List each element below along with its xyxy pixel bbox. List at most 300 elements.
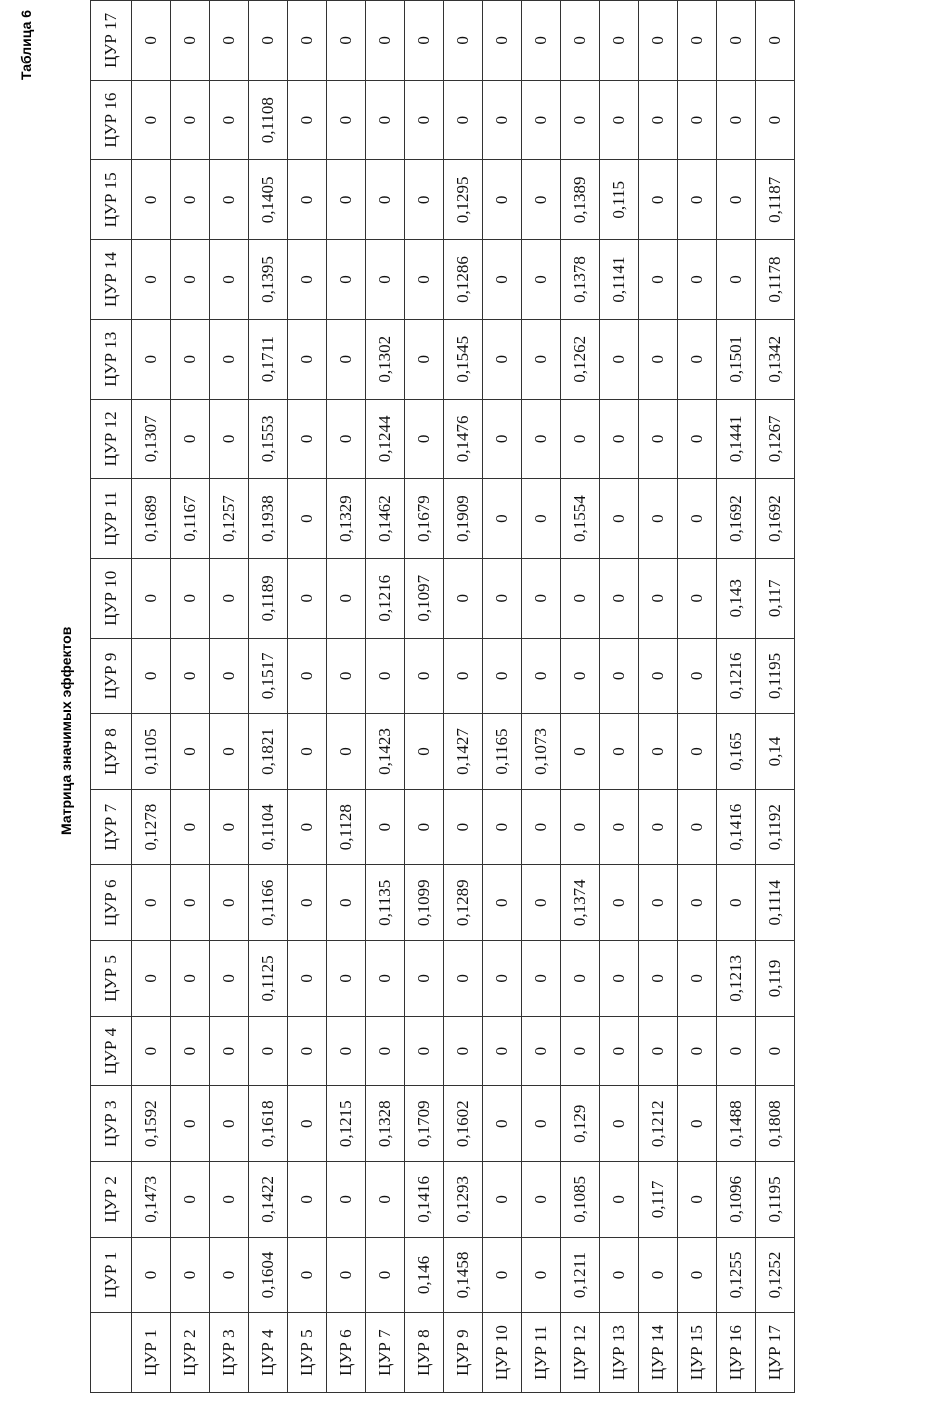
column-header: ЦУР 3 xyxy=(91,1086,132,1162)
matrix-cell: 0 xyxy=(678,240,717,320)
matrix-cell: 0 xyxy=(249,1016,288,1086)
matrix-cell: 0,1195 xyxy=(756,638,795,714)
matrix-cell: 0 xyxy=(366,789,405,865)
matrix-cell: 0,1329 xyxy=(327,479,366,559)
matrix-cell: 0 xyxy=(483,638,522,714)
table-row xyxy=(522,1,561,1393)
column-header: ЦУР 2 xyxy=(91,1162,132,1238)
matrix-cell: 0 xyxy=(522,160,561,240)
row-label: ЦУР 15 xyxy=(678,1313,717,1393)
matrix-cell: 0 xyxy=(366,941,405,1017)
matrix-cell: 0 xyxy=(717,160,756,240)
matrix-cell: 0 xyxy=(561,789,600,865)
matrix-cell: 0 xyxy=(288,240,327,320)
matrix-cell: 0 xyxy=(522,1162,561,1238)
matrix-cell: 0 xyxy=(171,941,210,1017)
table-row xyxy=(171,1,210,1393)
matrix-cell: 0 xyxy=(288,714,327,790)
table-row xyxy=(405,1,444,1393)
matrix-cell: 0 xyxy=(678,558,717,638)
matrix-cell: 0,1104 xyxy=(249,789,288,865)
column-header: ЦУР 15 xyxy=(91,160,132,240)
column-header: ЦУР 7 xyxy=(91,789,132,865)
matrix-cell: 0 xyxy=(210,558,249,638)
matrix-cell: 0 xyxy=(678,1086,717,1162)
matrix-cell: 0 xyxy=(639,789,678,865)
matrix-cell: 0,1604 xyxy=(249,1237,288,1313)
matrix-cell: 0 xyxy=(171,1162,210,1238)
matrix-cell: 0,143 xyxy=(717,558,756,638)
matrix-cell: 0 xyxy=(561,714,600,790)
matrix-cell: 0 xyxy=(405,80,444,160)
matrix-cell: 0 xyxy=(366,240,405,320)
matrix-cell: 0 xyxy=(327,319,366,399)
matrix-cell: 0,1405 xyxy=(249,160,288,240)
matrix-cell: 0,1307 xyxy=(132,399,171,479)
matrix-cell: 0 xyxy=(444,558,483,638)
matrix-cell: 0 xyxy=(678,319,717,399)
matrix-cell: 0 xyxy=(210,1,249,81)
row-label: ЦУР 9 xyxy=(444,1313,483,1393)
matrix-cell: 0 xyxy=(483,1,522,81)
matrix-cell: 0,1689 xyxy=(132,479,171,559)
matrix-cell: 0,117 xyxy=(756,558,795,638)
matrix-cell: 0 xyxy=(639,479,678,559)
table-row xyxy=(600,1,639,1393)
matrix-cell: 0 xyxy=(288,1162,327,1238)
matrix-cell: 0,1211 xyxy=(561,1237,600,1313)
matrix-cell: 0 xyxy=(639,638,678,714)
matrix-cell: 0 xyxy=(210,1237,249,1313)
matrix-cell: 0 xyxy=(756,1016,795,1086)
matrix-cell: 0 xyxy=(600,1162,639,1238)
matrix-cell: 0 xyxy=(756,1,795,81)
matrix-cell: 0,117 xyxy=(639,1162,678,1238)
matrix-cell: 0 xyxy=(561,638,600,714)
matrix-cell: 0 xyxy=(171,714,210,790)
matrix-cell: 0 xyxy=(327,558,366,638)
matrix-cell: 0,1108 xyxy=(249,80,288,160)
matrix-cell: 0 xyxy=(678,160,717,240)
matrix-cell: 0,1289 xyxy=(444,865,483,941)
matrix-cell: 0,1216 xyxy=(717,638,756,714)
table-row xyxy=(678,1,717,1393)
row-label: ЦУР 14 xyxy=(639,1313,678,1393)
matrix-cell: 0 xyxy=(366,638,405,714)
matrix-cell: 0 xyxy=(210,865,249,941)
table-row xyxy=(327,1,366,1393)
matrix-cell: 0 xyxy=(678,1016,717,1086)
matrix-cell: 0 xyxy=(405,399,444,479)
matrix-cell: 0,1167 xyxy=(171,479,210,559)
matrix-cell: 0 xyxy=(522,638,561,714)
matrix-cell: 0 xyxy=(132,240,171,320)
matrix-cell: 0 xyxy=(171,160,210,240)
matrix-cell: 0,1295 xyxy=(444,160,483,240)
matrix-cell: 0 xyxy=(171,80,210,160)
matrix-cell: 0 xyxy=(210,1162,249,1238)
matrix-cell: 0 xyxy=(639,1,678,81)
matrix-cell: 0 xyxy=(522,479,561,559)
matrix-cell: 0 xyxy=(327,1016,366,1086)
matrix-cell: 0,1192 xyxy=(756,789,795,865)
matrix-cell: 0,1105 xyxy=(132,714,171,790)
matrix-cell: 0 xyxy=(288,80,327,160)
matrix-cell: 0 xyxy=(444,80,483,160)
matrix-cell: 0 xyxy=(132,941,171,1017)
matrix-cell: 0,1215 xyxy=(327,1086,366,1162)
matrix-cell: 0 xyxy=(171,1016,210,1086)
matrix-cell: 0 xyxy=(327,399,366,479)
matrix-cell: 0 xyxy=(483,80,522,160)
column-header: ЦУР 1 xyxy=(91,1237,132,1313)
matrix-cell: 0 xyxy=(678,1,717,81)
matrix-cell: 0,1679 xyxy=(405,479,444,559)
matrix-cell: 0 xyxy=(522,1237,561,1313)
matrix-cell: 0 xyxy=(717,1,756,81)
matrix-cell: 0,1187 xyxy=(756,160,795,240)
matrix-cell: 0 xyxy=(132,1,171,81)
matrix-cell: 0 xyxy=(210,941,249,1017)
matrix-cell: 0,1286 xyxy=(444,240,483,320)
matrix-cell: 0 xyxy=(639,1016,678,1086)
matrix-cell: 0 xyxy=(600,865,639,941)
table-row xyxy=(717,1,756,1393)
header-row xyxy=(91,1,132,1393)
matrix-cell: 0,1517 xyxy=(249,638,288,714)
matrix-cell: 0 xyxy=(288,479,327,559)
matrix-cell: 0 xyxy=(678,714,717,790)
matrix-cell: 0,1423 xyxy=(366,714,405,790)
matrix-cell: 0,1085 xyxy=(561,1162,600,1238)
matrix-cell: 0 xyxy=(288,160,327,240)
matrix-cell: 0,1257 xyxy=(210,479,249,559)
matrix-cell: 0,1395 xyxy=(249,240,288,320)
column-header: ЦУР 4 xyxy=(91,1016,132,1086)
matrix-cell: 0,1592 xyxy=(132,1086,171,1162)
matrix-cell: 0,129 xyxy=(561,1086,600,1162)
matrix-cell: 0,119 xyxy=(756,941,795,1017)
matrix-cell: 0 xyxy=(678,479,717,559)
matrix-cell: 0 xyxy=(171,558,210,638)
matrix-cell: 0 xyxy=(132,638,171,714)
matrix-cell: 0 xyxy=(522,558,561,638)
matrix-cell: 0,1128 xyxy=(327,789,366,865)
column-header: ЦУР 12 xyxy=(91,399,132,479)
matrix-cell: 0 xyxy=(483,160,522,240)
matrix-cell: 0 xyxy=(600,399,639,479)
matrix-cell: 0 xyxy=(327,1237,366,1313)
matrix-cell: 0 xyxy=(171,1086,210,1162)
matrix-cell: 0,1342 xyxy=(756,319,795,399)
matrix-cell: 0 xyxy=(405,160,444,240)
matrix-cell: 0 xyxy=(717,240,756,320)
column-header: ЦУР 9 xyxy=(91,638,132,714)
matrix-cell: 0,1165 xyxy=(483,714,522,790)
matrix-cell: 0 xyxy=(210,1086,249,1162)
matrix-cell: 0,1374 xyxy=(561,865,600,941)
row-label: ЦУР 4 xyxy=(249,1313,288,1393)
matrix-cell: 0 xyxy=(483,558,522,638)
effects-matrix-table xyxy=(90,0,795,1393)
matrix-cell: 0 xyxy=(600,789,639,865)
matrix-cell: 0 xyxy=(327,80,366,160)
matrix-cell: 0 xyxy=(639,80,678,160)
matrix-cell: 0 xyxy=(444,638,483,714)
matrix-cell: 0,1267 xyxy=(756,399,795,479)
matrix-cell: 0 xyxy=(483,240,522,320)
matrix-cell: 0,1293 xyxy=(444,1162,483,1238)
matrix-cell: 0 xyxy=(171,865,210,941)
matrix-cell: 0,14 xyxy=(756,714,795,790)
matrix-cell: 0,1378 xyxy=(561,240,600,320)
matrix-cell: 0 xyxy=(639,714,678,790)
matrix-cell: 0 xyxy=(522,319,561,399)
table-row xyxy=(366,1,405,1393)
matrix-cell: 0,1416 xyxy=(405,1162,444,1238)
matrix-cell: 0,1618 xyxy=(249,1086,288,1162)
matrix-cell: 0 xyxy=(327,1,366,81)
matrix-cell: 0 xyxy=(366,1162,405,1238)
matrix-cell: 0 xyxy=(405,789,444,865)
matrix-cell: 0 xyxy=(366,1237,405,1313)
matrix-cell: 0 xyxy=(132,1237,171,1313)
column-header: ЦУР 13 xyxy=(91,319,132,399)
matrix-cell: 0 xyxy=(561,941,600,1017)
matrix-cell: 0 xyxy=(522,1016,561,1086)
matrix-cell: 0 xyxy=(756,80,795,160)
matrix-cell: 0 xyxy=(561,80,600,160)
table-row xyxy=(288,1,327,1393)
matrix-cell: 0,1473 xyxy=(132,1162,171,1238)
matrix-cell: 0,1692 xyxy=(717,479,756,559)
matrix-cell: 0 xyxy=(717,1016,756,1086)
matrix-cell: 0 xyxy=(483,1086,522,1162)
row-label: ЦУР 10 xyxy=(483,1313,522,1393)
matrix-cell: 0,1262 xyxy=(561,319,600,399)
matrix-cell: 0 xyxy=(210,789,249,865)
matrix-cell: 0 xyxy=(210,1016,249,1086)
matrix-cell: 0 xyxy=(678,1237,717,1313)
matrix-cell: 0 xyxy=(171,1237,210,1313)
matrix-cell: 0 xyxy=(678,638,717,714)
matrix-cell: 0,1278 xyxy=(132,789,171,865)
matrix-cell: 0 xyxy=(639,160,678,240)
matrix-cell: 0 xyxy=(522,789,561,865)
matrix-cell: 0,1602 xyxy=(444,1086,483,1162)
table-row xyxy=(561,1,600,1393)
matrix-cell: 0,1195 xyxy=(756,1162,795,1238)
table-row xyxy=(210,1,249,1393)
column-header: ЦУР 10 xyxy=(91,558,132,638)
matrix-cell: 0,1255 xyxy=(717,1237,756,1313)
matrix-cell: 0,1244 xyxy=(366,399,405,479)
matrix-cell: 0 xyxy=(249,1,288,81)
matrix-cell: 0,1821 xyxy=(249,714,288,790)
matrix-cell: 0 xyxy=(522,1086,561,1162)
row-label: ЦУР 6 xyxy=(327,1313,366,1393)
matrix-cell: 0 xyxy=(132,319,171,399)
matrix-cell: 0 xyxy=(288,638,327,714)
table-number: Таблица 6 xyxy=(18,9,34,80)
table-row xyxy=(249,1,288,1393)
matrix-cell: 0 xyxy=(327,638,366,714)
matrix-cell: 0 xyxy=(405,240,444,320)
matrix-cell: 0 xyxy=(210,240,249,320)
matrix-cell: 0 xyxy=(600,714,639,790)
matrix-cell: 0 xyxy=(288,319,327,399)
matrix-cell: 0,1125 xyxy=(249,941,288,1017)
matrix-cell: 0 xyxy=(444,1,483,81)
matrix-cell: 0 xyxy=(171,319,210,399)
corner-cell xyxy=(91,1313,132,1393)
matrix-cell: 0,1553 xyxy=(249,399,288,479)
table-caption: Матрица значимых эффектов xyxy=(58,626,74,835)
row-label: ЦУР 17 xyxy=(756,1313,795,1393)
matrix-cell: 0 xyxy=(405,1,444,81)
matrix-cell: 0 xyxy=(639,319,678,399)
matrix-cell: 0 xyxy=(561,558,600,638)
matrix-cell: 0 xyxy=(132,558,171,638)
row-label: ЦУР 11 xyxy=(522,1313,561,1393)
matrix-cell: 0 xyxy=(678,1162,717,1238)
matrix-cell: 0 xyxy=(483,479,522,559)
row-label: ЦУР 7 xyxy=(366,1313,405,1393)
matrix-cell: 0,1416 xyxy=(717,789,756,865)
table-row xyxy=(444,1,483,1393)
matrix-cell: 0 xyxy=(483,941,522,1017)
row-label: ЦУР 8 xyxy=(405,1313,444,1393)
matrix-cell: 0,1422 xyxy=(249,1162,288,1238)
matrix-cell: 0,1216 xyxy=(366,558,405,638)
matrix-cell: 0 xyxy=(717,80,756,160)
matrix-cell: 0,1096 xyxy=(717,1162,756,1238)
matrix-cell: 0 xyxy=(600,1016,639,1086)
row-label: ЦУР 16 xyxy=(717,1313,756,1393)
matrix-cell: 0,1458 xyxy=(444,1237,483,1313)
matrix-cell: 0 xyxy=(288,1086,327,1162)
matrix-cell: 0 xyxy=(327,1162,366,1238)
matrix-cell: 0,1427 xyxy=(444,714,483,790)
matrix-cell: 0,1476 xyxy=(444,399,483,479)
matrix-cell: 0,1141 xyxy=(600,240,639,320)
matrix-cell: 0 xyxy=(600,558,639,638)
matrix-cell: 0,1545 xyxy=(444,319,483,399)
matrix-cell: 0 xyxy=(639,558,678,638)
matrix-cell: 0 xyxy=(600,319,639,399)
matrix-cell: 0,1709 xyxy=(405,1086,444,1162)
matrix-cell: 0 xyxy=(288,789,327,865)
matrix-cell: 0 xyxy=(639,865,678,941)
matrix-cell: 0 xyxy=(288,399,327,479)
matrix-cell: 0 xyxy=(522,399,561,479)
matrix-cell: 0,1213 xyxy=(717,941,756,1017)
matrix-cell: 0,1114 xyxy=(756,865,795,941)
matrix-cell: 0,1097 xyxy=(405,558,444,638)
matrix-cell: 0 xyxy=(483,1162,522,1238)
matrix-cell: 0,1501 xyxy=(717,319,756,399)
matrix-cell: 0 xyxy=(561,1016,600,1086)
matrix-cell: 0,1189 xyxy=(249,558,288,638)
matrix-cell: 0 xyxy=(639,1237,678,1313)
matrix-cell: 0 xyxy=(522,941,561,1017)
matrix-cell: 0 xyxy=(210,160,249,240)
matrix-cell: 0,1166 xyxy=(249,865,288,941)
table-row xyxy=(756,1,795,1393)
matrix-cell: 0,1692 xyxy=(756,479,795,559)
matrix-cell: 0,1909 xyxy=(444,479,483,559)
matrix-cell: 0,1099 xyxy=(405,865,444,941)
matrix-cell: 0 xyxy=(132,865,171,941)
matrix-cell: 0 xyxy=(171,240,210,320)
matrix-cell: 0 xyxy=(210,399,249,479)
matrix-cell: 0,1462 xyxy=(366,479,405,559)
matrix-cell: 0,1252 xyxy=(756,1237,795,1313)
column-header: ЦУР 6 xyxy=(91,865,132,941)
matrix-cell: 0 xyxy=(171,1,210,81)
matrix-cell: 0 xyxy=(600,1237,639,1313)
matrix-cell: 0 xyxy=(171,399,210,479)
matrix-cell: 0 xyxy=(132,80,171,160)
matrix-cell: 0 xyxy=(600,80,639,160)
matrix-cell: 0 xyxy=(483,1237,522,1313)
matrix-cell: 0 xyxy=(327,941,366,1017)
matrix-cell: 0 xyxy=(171,638,210,714)
matrix-cell: 0 xyxy=(444,1016,483,1086)
table-row xyxy=(639,1,678,1393)
matrix-cell: 0,1808 xyxy=(756,1086,795,1162)
matrix-cell: 0,1711 xyxy=(249,319,288,399)
matrix-cell: 0 xyxy=(327,865,366,941)
matrix-cell: 0 xyxy=(327,240,366,320)
matrix-cell: 0 xyxy=(327,160,366,240)
matrix-cell: 0 xyxy=(678,941,717,1017)
matrix-cell: 0,165 xyxy=(717,714,756,790)
column-header: ЦУР 11 xyxy=(91,479,132,559)
matrix-cell: 0 xyxy=(600,1086,639,1162)
matrix-cell: 0 xyxy=(171,789,210,865)
matrix-cell: 0 xyxy=(483,1016,522,1086)
matrix-cell: 0 xyxy=(600,1,639,81)
matrix-cell: 0 xyxy=(522,1,561,81)
matrix-cell: 0 xyxy=(483,319,522,399)
row-label: ЦУР 12 xyxy=(561,1313,600,1393)
matrix-cell: 0 xyxy=(366,1,405,81)
table-row xyxy=(132,1,171,1393)
column-header: ЦУР 16 xyxy=(91,80,132,160)
matrix-cell: 0 xyxy=(639,399,678,479)
matrix-cell: 0 xyxy=(132,1016,171,1086)
matrix-cell: 0 xyxy=(288,558,327,638)
matrix-cell: 0,1302 xyxy=(366,319,405,399)
matrix-cell: 0 xyxy=(327,714,366,790)
matrix-cell: 0 xyxy=(366,1016,405,1086)
matrix-cell: 0 xyxy=(639,240,678,320)
matrix-cell: 0 xyxy=(210,319,249,399)
matrix-cell: 0 xyxy=(678,865,717,941)
column-header: ЦУР 8 xyxy=(91,714,132,790)
matrix-cell: 0,1178 xyxy=(756,240,795,320)
matrix-cell: 0 xyxy=(522,865,561,941)
matrix-cell: 0 xyxy=(366,80,405,160)
matrix-cell: 0 xyxy=(405,638,444,714)
column-header: ЦУР 14 xyxy=(91,240,132,320)
matrix-cell: 0 xyxy=(678,80,717,160)
row-label: ЦУР 13 xyxy=(600,1313,639,1393)
matrix-cell: 0 xyxy=(600,638,639,714)
row-label: ЦУР 3 xyxy=(210,1313,249,1393)
matrix-cell: 0 xyxy=(561,399,600,479)
